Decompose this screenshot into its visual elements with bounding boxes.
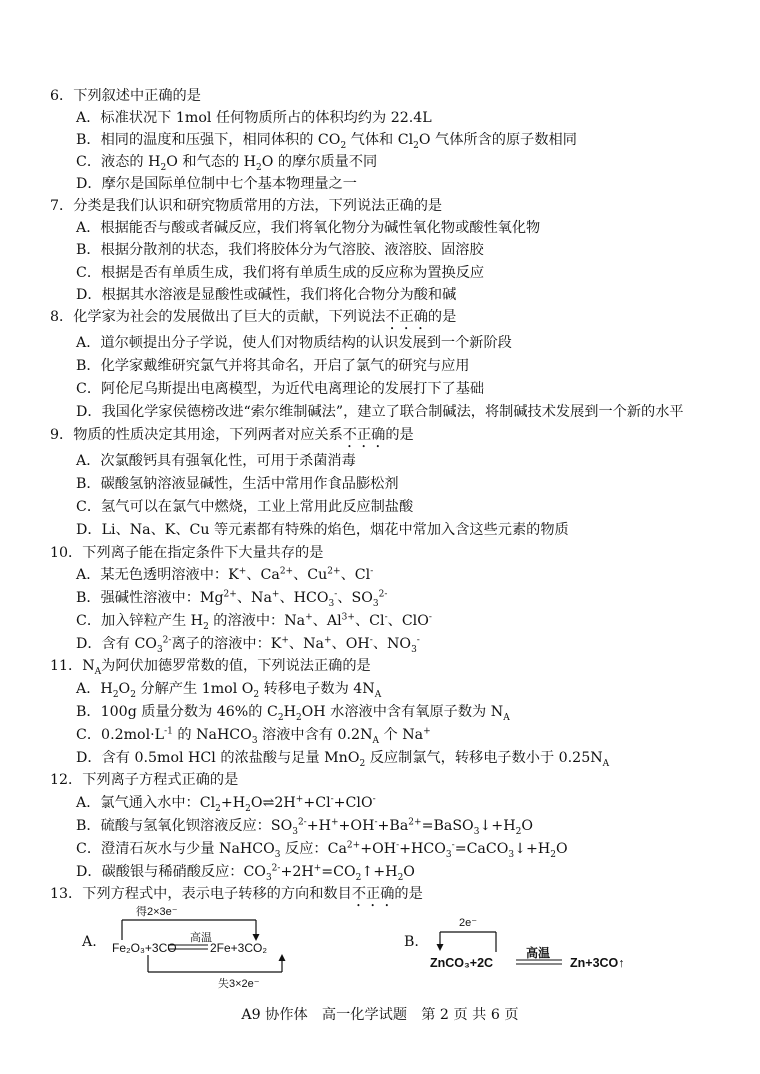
q13-stem: 13．下列方程式中，表示电子转移的方向和数目不正确的是 (50, 886, 423, 902)
q13-option-b-rhs: Zn+3CO↑ (570, 956, 625, 970)
q6-option-a: A．标准状况下 1mol 任何物质所占的体积均约为 22.4L (76, 110, 432, 126)
q8-option-a: A．道尔顿提出分子学说，使人们对物质结构的认识发展到一个新阶段 (76, 335, 512, 351)
q12-stem: 12．下列离子方程式正确的是 (50, 772, 239, 788)
q11-option-a: A．$H_2O_2$ 分解产生 1mol $O_2$ 转移电子数为 $4N_A$ (76, 681, 382, 700)
q7-option-c: C．根据是否有单质生成，我们将有单质生成的反应称为置换反应 (76, 265, 485, 281)
q10-option-a: A．某无色透明溶液中：K+、$Ca^{2+}$、$Cu^{2+}$、Cl- (76, 566, 374, 583)
page-footer: A9 协作体 高一化学试题 第 2 页 共 6 页 (241, 1007, 519, 1023)
q9-option-b: B．碳酸氢钠溶液显碱性，生活中常用作食品膨松剂 (76, 476, 399, 492)
q6-option-b: B．相同的温度和压强下，相同体积的 $CO_2$ 气体和 $Cl_2O$ 气体所含的原子数相同 (76, 132, 577, 151)
q7-option-a: A．根据能否与酸或者碱反应，我们将氧化物分为碱性氧化物或酸性氧化物 (76, 220, 541, 236)
q8-option-b: B．化学家戴维研究氯气并将其命名，开启了氯气的研究与应用 (76, 358, 470, 374)
q11-option-c: C．$0.2mol\cdot L^{-1}$ 的 NaHCO$_3$ 溶液中含有 $0.2N_A$ 个 Na+ (76, 726, 431, 746)
q13-option-b-label: B. (404, 934, 419, 950)
q11-option-b: B．100g 质量分数为 46%的 $C_2H_2OH$ 水溶液中含有氧原子数为 $N_A$ (76, 704, 510, 723)
q8-option-c: C．阿伦尼乌斯提出电离模型，为近代电离理论的发展打下了基础 (76, 381, 485, 397)
q12-option-a: A．氯气通入水中：$Cl_2+H_2O\rightleftharpoons 2H^++Cl^-+ClO^-$ (76, 794, 376, 814)
q11-option-d: D．含有 0.5mol HCl 的浓盐酸与足量 MnO$_2$ 反应制氯气，转移电子数小于 $0.25N_A$ (76, 750, 610, 769)
q7-option-b: B．根据分散剂的状态，我们将胶体分为气溶胶、液溶胶、固溶胶 (76, 242, 484, 258)
q13-option-a-label: A. (82, 934, 97, 950)
q13-option-b-lhs: ZnCO₃+2C (430, 956, 494, 970)
q9-option-d: D．Li、Na、K、Cu 等元素都有特殊的焰色，烟花中常加入含这些元素的物质 (76, 522, 569, 538)
q13-option-a-lhs: Fe₂O₃+3CO (112, 941, 177, 955)
q13-option-b-condition: 高温 (526, 946, 551, 960)
q7-stem: 7．分类是我们认识和研究物质常用的方法，下列说法正确的是 (50, 198, 443, 214)
q8-stem: 8．化学家为社会的发展做出了巨大的贡献，下列说法不正确的是 (50, 309, 457, 325)
q13-option-a-rhs: 2Fe+3CO₂ (210, 941, 268, 955)
q13-option-b-electron-label: 2e⁻ (459, 917, 478, 929)
q7-option-d: D．根据其水溶液是显酸性或碱性，我们将化合物分为酸和碱 (76, 287, 457, 303)
q11-stem: 11．$N_A$为阿伏加德罗常数的值，下列说法正确的是 (50, 658, 371, 677)
q13-option-a-condition: 高温 (190, 932, 212, 944)
q12-option-d: D．碳酸银与稀硝酸反应：$CO_3^{2-}+2H^+=CO_2↑+H_2O$ (76, 863, 415, 883)
q8-option-d: D．我国化学家侯德榜改进“索尔维制碱法”，建立了联合制碱法，将制碱技术发展到一个新的水平 (76, 404, 684, 420)
q13-option-a-lose-label: 失3×2e⁻ (218, 978, 260, 990)
q6-option-d: D．摩尔是国际单位制中七个基本物理量之一 (76, 176, 357, 192)
q9-stem: 9．物质的性质决定其用途，下列两者对应关系不正确的是 (50, 427, 414, 443)
q10-option-b: B．强碱性溶液中：$Mg^{2+}$、Na+、$HCO_3^-$、$SO_3^{2-}$ (76, 589, 388, 609)
q10-option-d: D．含有 $CO_3^{2-}$离子的溶液中：K+、Na+、OH-、$NO_3^-$ (76, 635, 420, 655)
q9-option-c: C．氢气可以在氯气中燃烧，工业上常用此反应制盐酸 (76, 499, 414, 515)
q6-option-c: C．液态的 $H_2O$ 和气态的 $H_2O$ 的摩尔质量不同 (76, 154, 378, 173)
q12-option-b: B．硫酸与氢氧化钡溶液反应：$SO_3^{2-}+H^++OH^-+Ba^{2+}=BaSO_3↓+H_2O$ (76, 817, 533, 837)
q6-stem: 6．下列叙述中正确的是 (50, 88, 201, 104)
q9-option-a: A．次氯酸钙具有强氧化性，可用于杀菌消毒 (76, 453, 356, 469)
q13-option-a-gain-label: 得2×3e⁻ (136, 906, 178, 918)
q10-stem: 10．下列离子能在指定条件下大量共存的是 (50, 545, 324, 561)
q10-option-c: C．加入锌粒产生 $H_2$ 的溶液中：Na+、$Al^{3+}$、Cl-、ClO- (76, 612, 432, 632)
q12-option-c: C．澄清石灰水与少量 NaHCO$_3$ 反应：$Ca^{2+}+OH^-+HCO_3^-=CaCO_3↓+H_2O$ (76, 840, 568, 860)
